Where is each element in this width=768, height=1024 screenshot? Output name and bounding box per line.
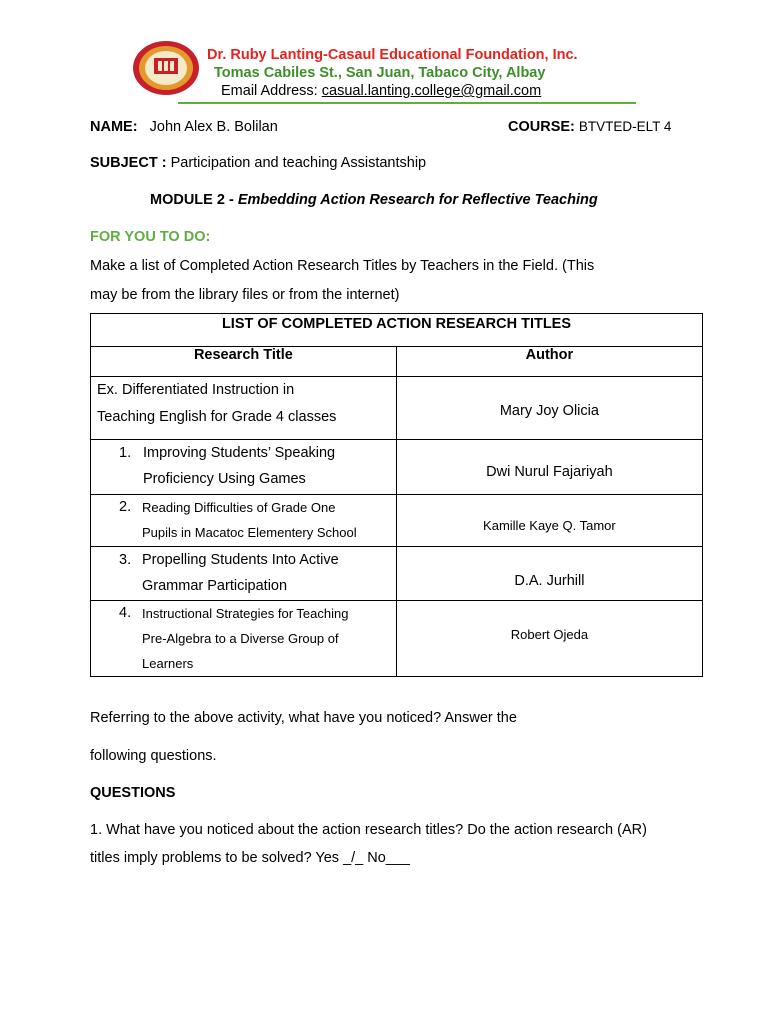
header-divider: [178, 102, 636, 104]
subject-line: [90, 155, 426, 171]
row-number: 1.: [119, 445, 132, 461]
row-number: 4.: [119, 605, 132, 621]
title-line1: Reading Difficulties of Grade One: [142, 500, 336, 515]
example-title-line1: Ex. Differentiated Instruction in: [97, 382, 295, 398]
row-number: 2.: [119, 499, 132, 515]
title-line2: Proficiency Using Games: [143, 471, 306, 487]
title-cell: [91, 495, 397, 547]
course-value: BTVTED-ELT 4: [578, 119, 672, 134]
table-row: [91, 495, 703, 547]
module-prefix: MODULE 2 -: [150, 192, 234, 208]
author-cell: Dwi Nurul Fajariyah: [396, 440, 702, 495]
email-label: Email Address:: [221, 83, 318, 99]
title-cell: [91, 440, 397, 495]
table-row: [91, 440, 703, 495]
example-title-line2: Teaching English for Grade 4 classes: [97, 409, 337, 425]
subject-label: SUBJECT :: [90, 155, 167, 171]
task-text-line2: may be from the library files or from the internet): [90, 287, 400, 303]
title-line1: Propelling Students Into Active: [142, 552, 339, 568]
author-cell: Robert Ojeda: [396, 601, 702, 677]
email-link[interactable]: casual.lanting.college@gmail.com: [321, 83, 542, 99]
reflection-line1: Referring to the above activity, what have you noticed? Answer the: [90, 710, 517, 726]
example-author: Mary Joy Olicia: [396, 377, 702, 440]
title-line2: Grammar Participation: [142, 578, 288, 594]
row-number: 3.: [119, 552, 132, 568]
title-line1: Improving Students’ Speaking: [143, 445, 336, 461]
reflection-line2: following questions.: [90, 748, 217, 764]
question-1-line1: 1. What have you noticed about the action research titles? Do the action research (AR): [90, 822, 647, 838]
table-row: [91, 547, 703, 601]
column-header-title: Research Title: [91, 347, 397, 377]
student-name: John Alex B. Bolilan: [149, 119, 278, 135]
title-line1: Instructional Strategies for Teaching: [142, 606, 349, 621]
course-line: [508, 119, 671, 135]
school-address: Tomas Cabiles St., San Juan, Tabaco City, Albay: [214, 65, 546, 81]
table-row: [91, 601, 703, 677]
course-label: COURSE:: [508, 119, 575, 135]
email-line: [221, 83, 541, 99]
name-line: [90, 119, 278, 135]
module-name: Embedding Action Research for Reflective Teaching: [237, 192, 598, 208]
name-label: NAME:: [90, 119, 138, 135]
module-title: [150, 192, 598, 208]
task-text-line1: Make a list of Completed Action Research Titles by Teachers in the Field. (This: [90, 258, 595, 274]
table-title: LIST OF COMPLETED ACTION RESEARCH TITLES: [91, 314, 703, 347]
author-cell: Kamille Kaye Q. Tamor: [396, 495, 702, 547]
question-1-line2: titles imply problems to be solved? Yes _/_ No___: [90, 850, 410, 866]
example-title-cell: [91, 377, 397, 440]
column-header-author: Author: [396, 347, 702, 377]
title-cell: [91, 601, 397, 677]
research-titles-table: [90, 313, 703, 677]
author-cell: D.A. Jurhill: [396, 547, 702, 601]
school-logo: [132, 40, 200, 96]
foundation-name: Dr. Ruby Lanting-Casaul Educational Foundation, Inc.: [207, 47, 578, 63]
table-row-example: [91, 377, 703, 440]
title-cell: [91, 547, 397, 601]
title-line2: Pre-Algebra to a Diverse Group of: [142, 631, 339, 646]
subject-value: Participation and teaching Assistantship: [170, 155, 427, 171]
task-heading: FOR YOU TO DO:: [90, 229, 211, 245]
title-line3: Learners: [142, 656, 194, 671]
questions-heading: QUESTIONS: [90, 785, 176, 801]
title-line2: Pupils in Macatoc Elementery School: [142, 525, 357, 540]
